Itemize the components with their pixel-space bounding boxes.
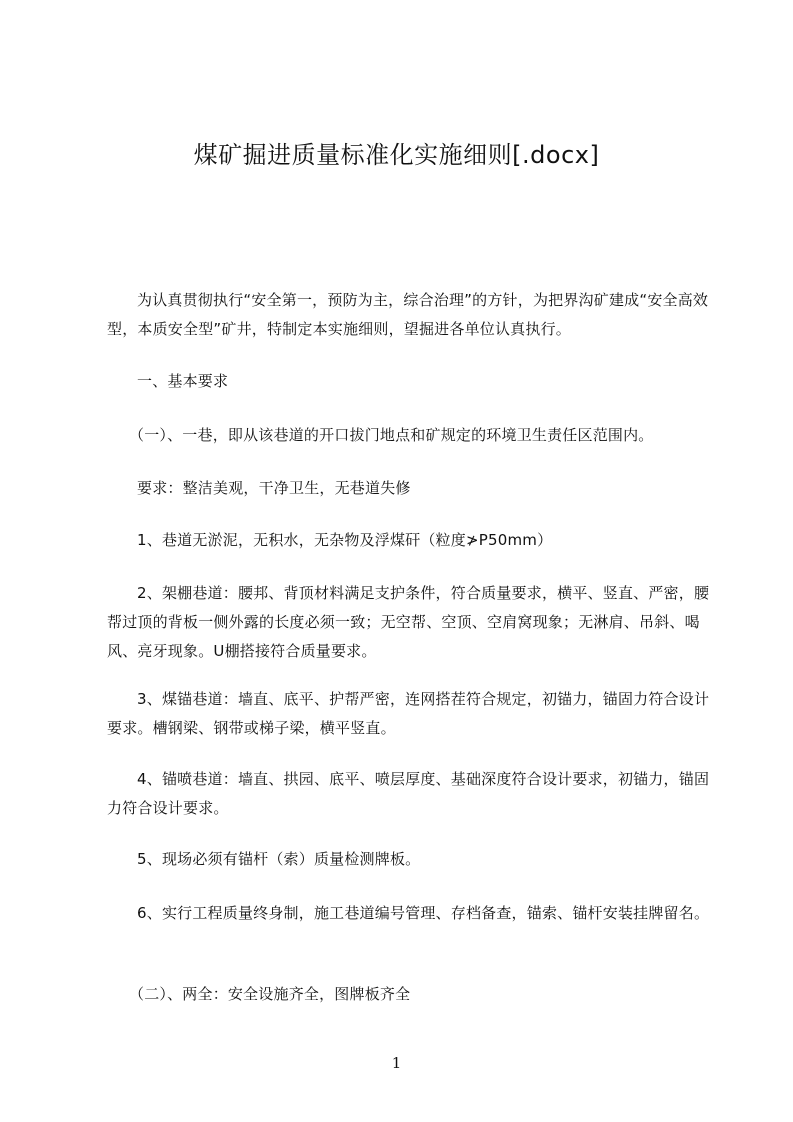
page-number: 1 — [391, 1054, 402, 1072]
item-6-paragraph: 6、实行工程质量终身制，施工巷道编号管理、存档备查，锚索、锚杆安装挂牌留名。 — [137, 904, 710, 922]
document-title: 煤矿掘进质量标准化实施细则[.docx] — [193, 141, 600, 169]
item-2-paragraph: 2、架棚巷道：腰邦、背顶材料满足支护条件，符合质量要求，横平、竖直、严密，腰帮过顶的背板一侧外露的长度必须一致；无空帮、空顶、空肩窝现象；无淋肩、吊斜、喝风、亮牙现象。U棚搭接符合质量要求。 — [107, 584, 710, 660]
item-1-paragraph: 1、巷道无淤泥，无积水，无杂物及浮煤矸（粒度≯P50mm） — [137, 531, 553, 549]
item-5-paragraph: 5、现场必须有锚杆（索）质量检测牌板。 — [137, 850, 421, 868]
item-4-paragraph: 4、锚喷巷道：墙直、拱园、底平、喷层厚度、基础深度符合设计要求，初锚力，锚固力符合设计要求。 — [107, 770, 710, 817]
requirement-paragraph: 要求：整洁美观，干净卫生，无巷道失修 — [137, 479, 411, 497]
subsection-one-lane: （一）、一巷，即从该巷道的开口拔门地点和矿规定的环境卫生责任区范围内。 — [129, 426, 654, 444]
item-3-paragraph: 3、煤锚巷道：墙直、底平、护帮严密，连网搭茬符合规定，初锚力，锚固力符合设计要求。槽钢梁、钢带或梯子梁，横平竖直。 — [107, 690, 710, 737]
subsection-two-complete: （二）、两全：安全设施齐全，图牌板齐全 — [129, 985, 411, 1003]
intro-paragraph: 为认真贯彻执行“安全第一，预防为主，综合治理”的方针，为把界沟矿建成“安全高效型，本质安全型”矿井，特制定本实施细则，望掘进各单位认真执行。 — [107, 291, 709, 338]
section-heading-basic-requirements: 一、基本要求 — [137, 372, 229, 390]
